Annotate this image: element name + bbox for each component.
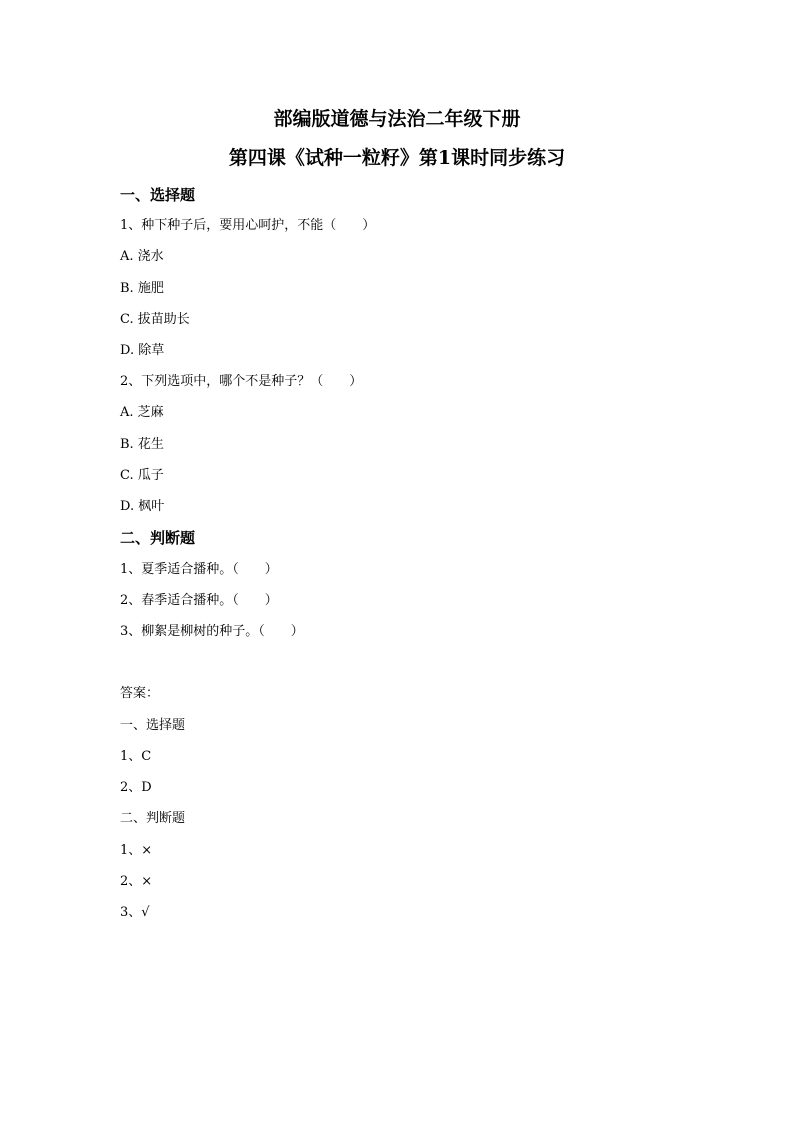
- judge-item-1: 1、夏季适合播种。（ ）: [120, 562, 278, 577]
- question-1-option-a: A. 浇水: [120, 249, 164, 264]
- judge-item-3: 3、柳絮是柳树的种子。（ ）: [120, 624, 304, 639]
- question-1-option-b: B. 施肥: [120, 281, 164, 296]
- question-1-option-c: C. 拔苗助长: [120, 312, 190, 327]
- answers-choice-heading: 一、选择题: [120, 718, 186, 733]
- document-title: 部编版道德与法治二年级下册: [273, 108, 521, 130]
- judge-item-2: 2、春季适合播种。（ ）: [120, 593, 278, 608]
- answer-judge-2: 2、×: [120, 874, 153, 889]
- answers-judge-heading: 二、判断题: [120, 811, 186, 826]
- question-2-option-c: C. 瓜子: [120, 468, 164, 483]
- document-subtitle: 第四课《试种一粒籽》第1课时同步练习: [228, 147, 566, 169]
- question-1-option-d: D. 除草: [120, 343, 165, 358]
- question-1-stem: 1、种下种子后，要用心呵护，不能（ ）: [120, 218, 376, 233]
- answers-label: 答案：: [120, 686, 160, 701]
- section-heading-choice: 一、选择题: [120, 186, 196, 204]
- answer-choice-1: 1、C: [120, 749, 152, 764]
- question-2-option-a: A. 芝麻: [120, 405, 164, 420]
- question-2-option-d: D. 枫叶: [120, 499, 165, 514]
- section-heading-judge: 二、判断题: [120, 529, 196, 547]
- answer-choice-2: 2、D: [120, 780, 152, 795]
- question-2-option-b: B. 花生: [120, 437, 164, 452]
- answer-judge-1: 1、×: [120, 843, 153, 858]
- answer-judge-3: 3、√: [120, 905, 150, 920]
- question-2-stem: 2、下列选项中，哪个不是种子？（ ）: [120, 374, 363, 389]
